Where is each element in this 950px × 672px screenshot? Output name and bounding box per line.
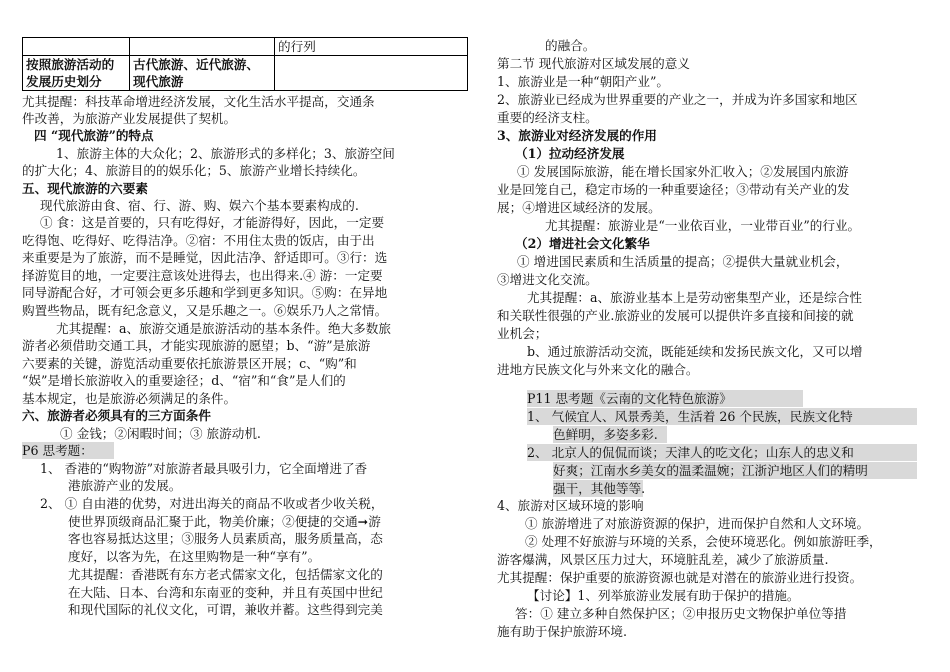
paragraph-line: 现代旅游由食、宿、行、游、购、娱六个基本要素构成的. bbox=[40, 198, 359, 213]
answer-line: 度好，以客为先，在这里购物是一种“享有”。 bbox=[68, 549, 321, 564]
paragraph-line: 尤其提醒：科技革命增进经济发展，文化生活水平提高，交通条 bbox=[22, 94, 375, 109]
answer-line: 强干，其他等等. bbox=[553, 481, 646, 496]
paragraph-line: 业机会； bbox=[497, 326, 548, 341]
paragraph-line: ③增进文化交流。 bbox=[497, 272, 598, 287]
note-line: 在大陆、日本、台湾和东南亚的变种，并且有英国中世纪 bbox=[68, 585, 383, 600]
paragraph-line: 同导游配合好，才可领会更多乐趣和学到更多知识。⑤购：在异地 bbox=[22, 285, 388, 300]
answer-line: 2、 北京人的侃侃而谈；天津人的吃文化；山东人的忠义和 bbox=[527, 444, 917, 461]
paragraph-line: 和关联性很强的产业.旅游业的发展可以提供许多直接和间接的就 bbox=[497, 308, 854, 323]
table-cell bbox=[130, 56, 275, 91]
paragraph-line: “娱”是增长旅游收入的重要途径；d、“宿”和“食”是人们的 bbox=[22, 373, 346, 388]
paragraph-line: ① 增进国民素质和生活质量的提高；②提供大量就业机会， bbox=[517, 254, 849, 269]
paragraph-line: b、通过旅游活动交流，既能延续和发扬民族文化，又可以增 bbox=[527, 344, 863, 359]
answer-line: 2、 ① 自由港的优势，对进出海关的商品不收或者少收关税， bbox=[40, 496, 384, 511]
paragraph-line: 基本规定，也是旅游必须满足的条件。 bbox=[22, 391, 237, 406]
paragraph-line: 六要素的关键，游览活动重要依托旅游景区开展；c、“购”和 bbox=[22, 356, 357, 371]
answer-line: 好爽；江南水乡美女的温柔温婉；江浙沪地区人们的精明 bbox=[553, 462, 917, 479]
cell-line: 按照旅游活动的 bbox=[26, 57, 115, 72]
note-line: 尤其提醒：香港既有东方老式儒家文化，包括儒家文化的 bbox=[68, 567, 383, 582]
paragraph-line: ① 发展国际旅游，能在增长国家外汇收入；②发展国内旅游 bbox=[517, 164, 849, 179]
paragraph-line: 来重要是为了旅游，而不是睡觉，因此洁净、舒适即可。③行：选 bbox=[22, 250, 388, 265]
paragraph-line: 吃得饱、吃得好、吃得洁净。②宿：不用住太贵的饭店，由于出 bbox=[22, 233, 375, 248]
paragraph-line: 重要的经济支柱。 bbox=[497, 110, 598, 125]
paragraph-line: 的融合。 bbox=[545, 38, 596, 53]
note-line: 尤其提醒：保护重要的旅游资源也就是对潜在的旅游业进行投资。 bbox=[497, 570, 863, 585]
classification-table bbox=[22, 37, 468, 91]
section-heading: 六、旅游者必须具有的三方面条件 bbox=[22, 408, 211, 423]
subsection-heading: （1）拉动经济发展 bbox=[515, 146, 625, 161]
subsection-heading: （2）增进社会文化繁华 bbox=[515, 236, 650, 251]
paragraph-line: 件改善，为旅游产业发展提供了契机。 bbox=[22, 111, 237, 126]
table-cell bbox=[23, 56, 130, 91]
note-line: 尤其提醒：a、旅游交通是旅游活动的基本条件。绝大多数旅 bbox=[56, 321, 391, 336]
paragraph-line: 业是回笼自己，稳定市场的一种重要途径；③带动有关产业的发 bbox=[497, 182, 850, 197]
cell-line: 古代旅游、近代旅游、 bbox=[133, 57, 259, 72]
table-row bbox=[23, 38, 468, 56]
paragraph-line: ① 食：这是首要的，只有吃得好，才能游得好，因此，一定要 bbox=[40, 215, 385, 230]
paragraph-line: 游客爆满，风景区压力过大，环境脏乱差，减少了旅游质量. bbox=[497, 552, 829, 567]
table-cell bbox=[130, 38, 275, 56]
answer-line: 港旅游产业的发展。 bbox=[68, 478, 182, 493]
table-cell: 的行列 bbox=[275, 38, 468, 56]
paragraph-line: 1、旅游主体的大众化；2、旅游形式的多样化；3、旅游空间 bbox=[56, 146, 395, 161]
paragraph-line: 择游览目的地，一定要注意该处进得去，也出得来.④ 游：一定要 bbox=[22, 268, 383, 283]
table-cell bbox=[23, 38, 130, 56]
paragraph-line: ① 金钱；②闲暇时间；③ 旅游动机. bbox=[60, 426, 261, 441]
paragraph-line: ② 处理不好旅游与环境的关系，会使环境恶化。例如旅游旺季， bbox=[525, 534, 882, 549]
answer-line: 施有助于保护旅游环境. bbox=[497, 624, 627, 639]
paragraph-line: 展；④增进区域经济的发展。 bbox=[497, 200, 661, 215]
discussion-line: 【讨论】1、列举旅游业发展有助于保护的措施。 bbox=[527, 588, 800, 603]
note-line: 尤其提醒：旅游业是“一业依百业，一业带百业”的行业。 bbox=[545, 218, 861, 233]
note-line: 尤其提醒：a、旅游业基本上是劳动密集型产业，还是综合性 bbox=[527, 290, 862, 305]
section-heading: 五、现代旅游的六要素 bbox=[22, 181, 148, 196]
paragraph-line: 购置些物品，既有纪念意义，又是乐趣之一。⑥娱乐乃人之常情。 bbox=[22, 303, 388, 318]
note-line: 和现代国际的礼仪文化，可谓，兼收并蓄。这些得到完美 bbox=[68, 602, 383, 617]
cell-line: 发展历史划分 bbox=[26, 74, 102, 89]
paragraph-line: ① 旅游增进了对旅游资源的保护，进而保护自然和人文环境。 bbox=[525, 516, 870, 531]
answer-line: 使世界顶级商品汇聚于此，物美价廉；②便捷的交通➞游 bbox=[68, 514, 381, 529]
paragraph-line: 进地方民族文化与外来文化的融合。 bbox=[497, 362, 699, 377]
paragraph-line: 游者必须借助交通工具，才能实现旅游的愿望；b、“游”是旅游 bbox=[22, 338, 371, 353]
paragraph-line: 1、旅游业是一种“朝阳产业”。 bbox=[497, 74, 670, 89]
answer-line: 色鲜明，多姿多彩. bbox=[553, 426, 667, 443]
question-heading: P6 思考题： bbox=[22, 442, 114, 459]
question-heading: P11 思考题《云南的文化特色旅游》 bbox=[527, 390, 803, 407]
answer-line: 答：① 建立多种自然保护区；②申报历史文物保护单位等措 bbox=[515, 606, 847, 621]
cell-line: 现代旅游 bbox=[133, 74, 184, 89]
answer-line: 1、 气候宜人、风景秀美，生活着 26 个民族，民族文化特 bbox=[527, 408, 917, 425]
section-heading: 3、旅游业对经济发展的作用 bbox=[497, 128, 657, 143]
paragraph-line: 的扩大化；4、旅游目的的娱乐化；5、旅游产业增长持续化。 bbox=[22, 163, 366, 178]
section-heading: 四 “现代旅游”的特点 bbox=[34, 128, 154, 143]
answer-line: 1、 香港的“购物游”对旅游者最具吸引力，它全面增进了香 bbox=[40, 461, 368, 476]
section-heading: 第二节 现代旅游对区域发展的意义 bbox=[497, 56, 690, 71]
table-cell bbox=[275, 56, 468, 91]
table-row bbox=[23, 56, 468, 91]
paragraph-line: 2、旅游业已经成为世界重要的产业之一，并成为许多国家和地区 bbox=[497, 92, 858, 107]
answer-line: 客也容易抵达这里；③服务人员素质高，服务质量高，态 bbox=[68, 531, 383, 546]
section-heading: 4、旅游对区域环境的影响 bbox=[497, 498, 644, 513]
